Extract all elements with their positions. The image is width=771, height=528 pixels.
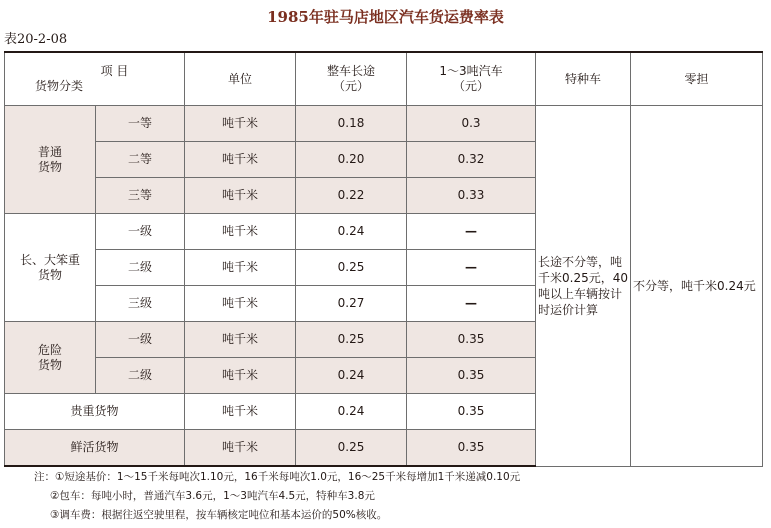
group-heavy: 长、大笨重 货物 — [5, 214, 96, 322]
header-special: 特种车 — [536, 52, 631, 106]
small-truck-cell: 0.35 — [407, 430, 536, 467]
header-row — [5, 52, 763, 106]
note-item: 注：①短途基价：1～15千米每吨次1.10元，16千米每吨次1.0元，16～25千米每增加1千米递减0.10元 — [34, 471, 521, 483]
group-fresh: 鲜活货物 — [5, 430, 185, 467]
grade-cell: 一级 — [96, 214, 185, 250]
small-truck-cell: 0.3 — [407, 106, 536, 142]
table-row — [5, 106, 763, 142]
grade-cell: 三等 — [96, 178, 185, 214]
header-small-truck — [407, 52, 536, 106]
unit-cell: 吨千米 — [185, 322, 296, 358]
header-item: 项 目 — [100, 64, 129, 78]
header-category: 货物分类 — [35, 79, 84, 93]
small-truck-cell: 0.35 — [407, 358, 536, 394]
freight-rate-table — [4, 51, 763, 467]
unit-cell: 吨千米 — [185, 250, 296, 286]
small-truck-cell: — — [407, 286, 536, 322]
small-truck-cell: 0.35 — [407, 394, 536, 430]
grade-cell: 一等 — [96, 106, 185, 142]
whole-car-cell: 0.24 — [296, 394, 407, 430]
header-whole-line1: 整车长途 — [327, 64, 376, 78]
table-number: 表20-2-08 — [4, 32, 68, 47]
whole-car-cell: 0.25 — [296, 322, 407, 358]
whole-car-cell: 0.18 — [296, 106, 407, 142]
group-danger: 危险 货物 — [5, 322, 96, 394]
header-unit: 单位 — [185, 52, 296, 106]
whole-car-cell: 0.24 — [296, 214, 407, 250]
header-whole-line2: （元） — [333, 79, 370, 93]
header-retail: 零担 — [631, 52, 763, 106]
note-item: ③调车费：根据往返空驶里程，按车辆核定吨位和基本运价的50%核收。 — [50, 509, 388, 521]
grade-cell: 二级 — [96, 358, 185, 394]
small-truck-cell: 0.33 — [407, 178, 536, 214]
unit-cell: 吨千米 — [185, 358, 296, 394]
whole-car-cell: 0.27 — [296, 286, 407, 322]
grade-cell: 一级 — [96, 322, 185, 358]
retail-cell: 不分等，吨千米0.24元 — [631, 106, 763, 467]
note-item: ②包车：每吨小时，普通汽车3.6元，1～3吨汽车4.5元，特种车3.8元 — [50, 490, 375, 502]
grade-cell: 二等 — [96, 142, 185, 178]
grade-cell: 二级 — [96, 250, 185, 286]
header-whole-car — [296, 52, 407, 106]
small-truck-cell: — — [407, 214, 536, 250]
small-truck-cell: 0.35 — [407, 322, 536, 358]
special-vehicle-cell: 长途不分等，吨千米0.25元，40吨以上车辆按计时运价计算 — [536, 106, 631, 467]
whole-car-cell: 0.25 — [296, 250, 407, 286]
unit-cell: 吨千米 — [185, 106, 296, 142]
unit-cell: 吨千米 — [185, 142, 296, 178]
grade-cell: 三级 — [96, 286, 185, 322]
unit-cell: 吨千米 — [185, 286, 296, 322]
small-truck-cell: — — [407, 250, 536, 286]
whole-car-cell: 0.22 — [296, 178, 407, 214]
small-truck-cell: 0.32 — [407, 142, 536, 178]
table-title: 1985年驻马店地区汽车货运费率表 — [267, 8, 504, 26]
group-valuable: 贵重货物 — [5, 394, 185, 430]
group-ordinary: 普通 货物 — [5, 106, 96, 214]
whole-car-cell: 0.24 — [296, 358, 407, 394]
unit-cell: 吨千米 — [185, 214, 296, 250]
whole-car-cell: 0.25 — [296, 430, 407, 467]
unit-cell: 吨千米 — [185, 178, 296, 214]
header-category-cell — [5, 52, 185, 106]
unit-cell: 吨千米 — [185, 394, 296, 430]
header-small-line1: 1～3吨汽车 — [439, 64, 503, 78]
unit-cell: 吨千米 — [185, 430, 296, 467]
table-notes — [34, 468, 536, 525]
header-small-line2: （元） — [453, 79, 490, 93]
whole-car-cell: 0.20 — [296, 142, 407, 178]
